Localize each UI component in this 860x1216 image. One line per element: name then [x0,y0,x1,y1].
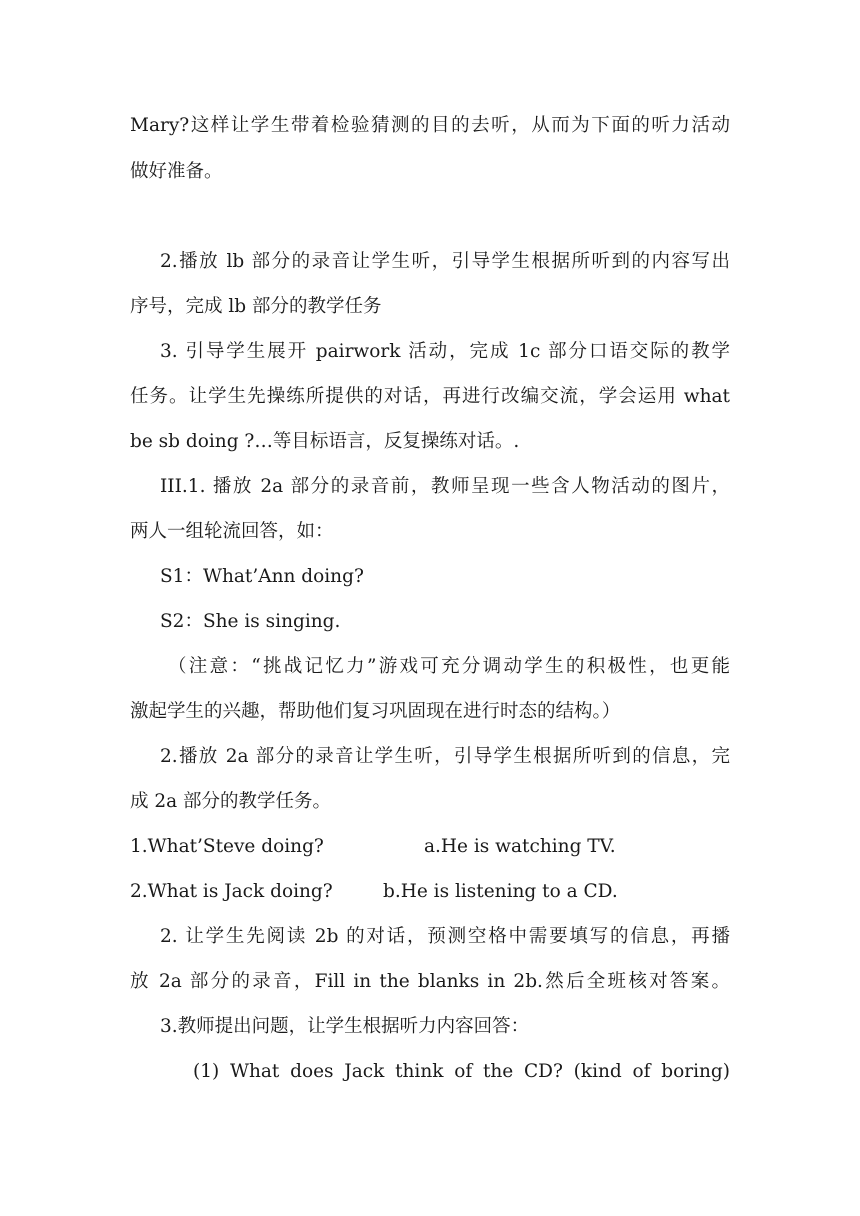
section-3-line: 两人一组轮流回答，如： [130,521,334,542]
step-3-line: 3. 引导学生展开 pairwork 活动，完成 1c 部分口语交际的教学 [160,341,730,362]
question-item: (1) What does Jack think of the CD? (kind of boring) [193,1061,730,1082]
step-2-line: 序号，完成 lb 部分的教学任务 [130,296,382,317]
matching-question: 1.What’Steve doing? [130,836,324,857]
dialogue-line-s2: S2：She is singing. [160,611,341,632]
matching-answer: a.He is watching TV. [424,836,616,857]
paragraph-line: Mary?这样让学生带着检验猜测的目的去听，从而为下面的听力活动 [130,115,730,136]
step-3-question-line: 3.教师提出问题，让学生根据听力内容回答： [160,1016,530,1037]
step-3-line: be sb doing ?…等目标语言，反复操练对话。. [130,431,520,452]
step-2-line: 2.播放 lb 部分的录音让学生听，引导学生根据所听到的内容写出 [160,251,730,272]
section-3-line: III.1. 播放 2a 部分的录音前，教师呈现一些含人物活动的图片， [160,476,730,497]
step-2a-line: 成 2a 部分的教学任务。 [130,791,332,812]
note-line: 激起学生的兴趣，帮助他们复习巩固现在进行时态的结构。） [130,701,621,722]
paragraph-line: 做好准备。 [130,161,223,182]
matching-answer: b.He is listening to a CD. [383,881,618,902]
step-2b-line: 2. 让学生先阅读 2b 的对话，预测空格中需要填写的信息，再播 [160,926,730,947]
dialogue-line-s1: S1：What’Ann doing? [160,566,364,587]
note-line: （注意：“挑战记忆力”游戏可充分调动学生的积极性，也更能 [168,656,730,677]
matching-question: 2.What is Jack doing? [130,881,333,902]
step-2a-line: 2.播放 2a 部分的录音让学生听，引导学生根据所听到的信息，完 [160,746,730,767]
step-2b-line: 放 2a 部分的录音，Fill in the blanks in 2b.然后全班核对答案。 [130,971,730,992]
step-3-line: 任务。让学生先操练所提供的对话，再进行改编交流，学会运用 what [130,386,730,407]
